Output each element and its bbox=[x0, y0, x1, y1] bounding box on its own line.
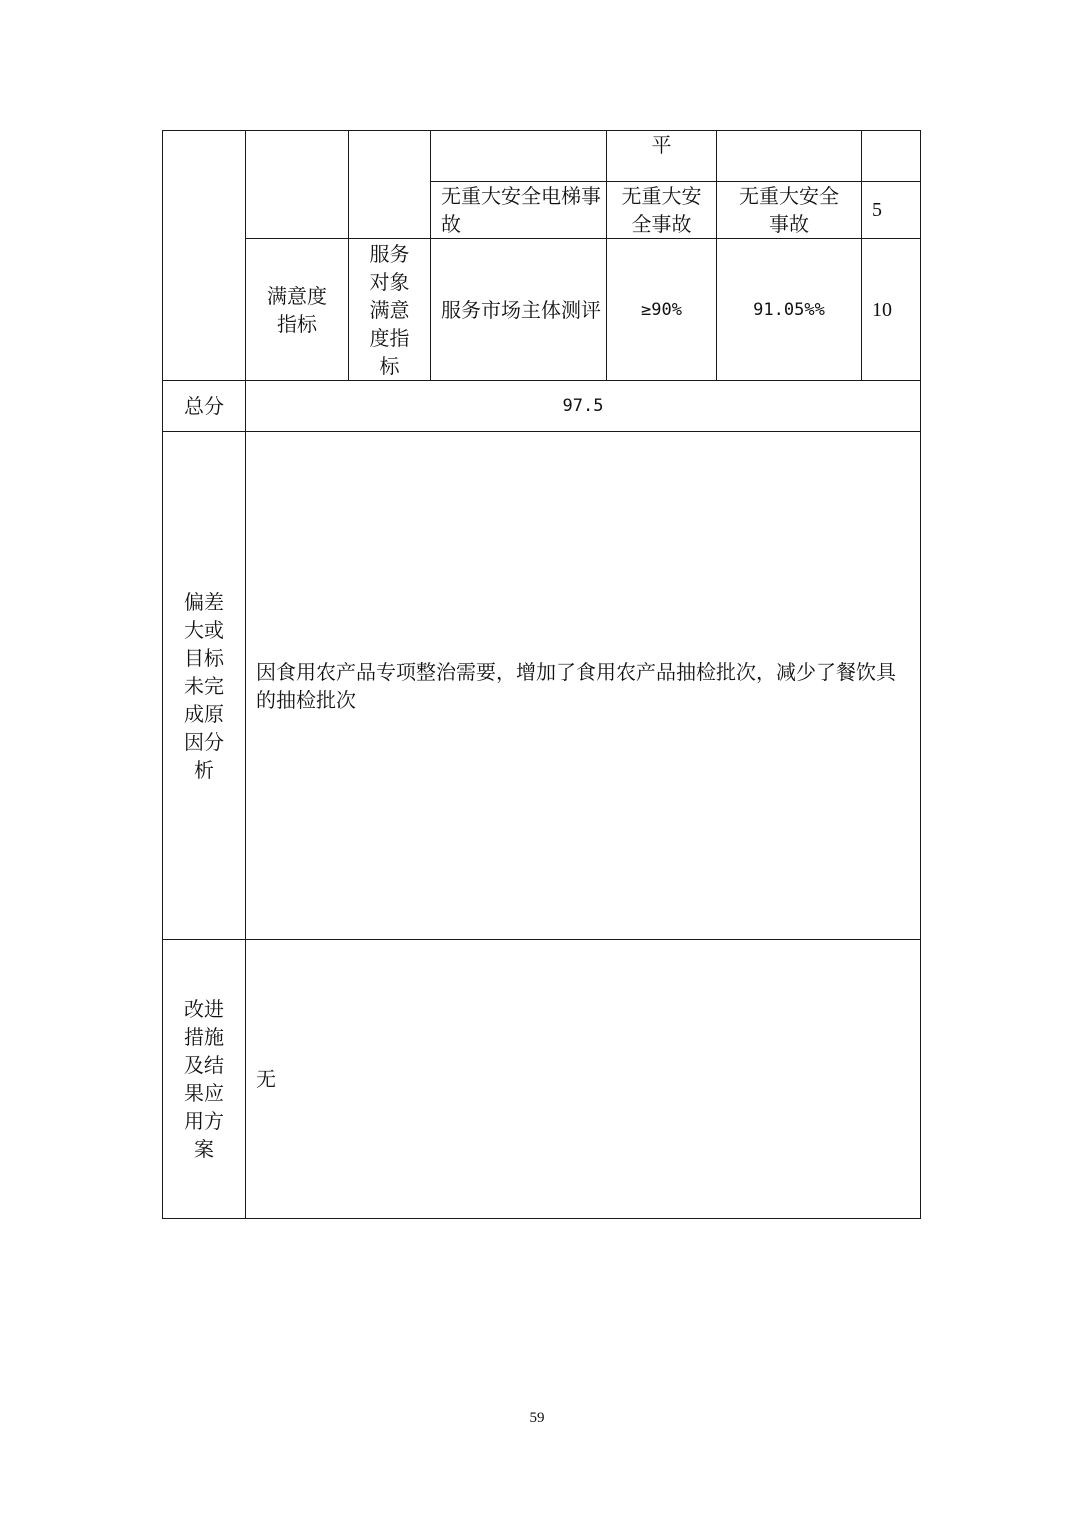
deviation-text: 因食用农产品专项整治需要，增加了食用农产品抽检批次，减少了餐饮具的抽检批次 bbox=[256, 659, 896, 712]
elevator-indicator: 无重大安全电梯事故 bbox=[441, 184, 601, 236]
satisfaction-level3: 服务对象满意度指标 bbox=[369, 241, 410, 378]
improvement-label: 改进措施及结果应用方案 bbox=[184, 997, 224, 1161]
satisfaction-score: 10 bbox=[872, 298, 892, 321]
elevator-target: 无重大安全事故 bbox=[621, 184, 702, 236]
page-number: 59 bbox=[529, 1410, 545, 1426]
elevator-score: 5 bbox=[872, 199, 882, 221]
satisfaction-actual: 91.05%% bbox=[753, 299, 825, 320]
satisfaction-indicator: 服务市场主体测评 bbox=[441, 297, 601, 322]
deviation-label: 偏差大或目标未完成原因分析 bbox=[184, 589, 224, 782]
total-value: 97.5 bbox=[562, 396, 604, 416]
elevator-actual: 无重大安全事故 bbox=[739, 184, 839, 236]
satisfaction-level2: 满意度指标 bbox=[267, 283, 327, 336]
top-row-fragment: 平 bbox=[651, 133, 672, 157]
improvement-text: 无 bbox=[256, 1067, 276, 1091]
total-label: 总分 bbox=[184, 394, 224, 418]
satisfaction-target: ≥90% bbox=[641, 299, 682, 320]
